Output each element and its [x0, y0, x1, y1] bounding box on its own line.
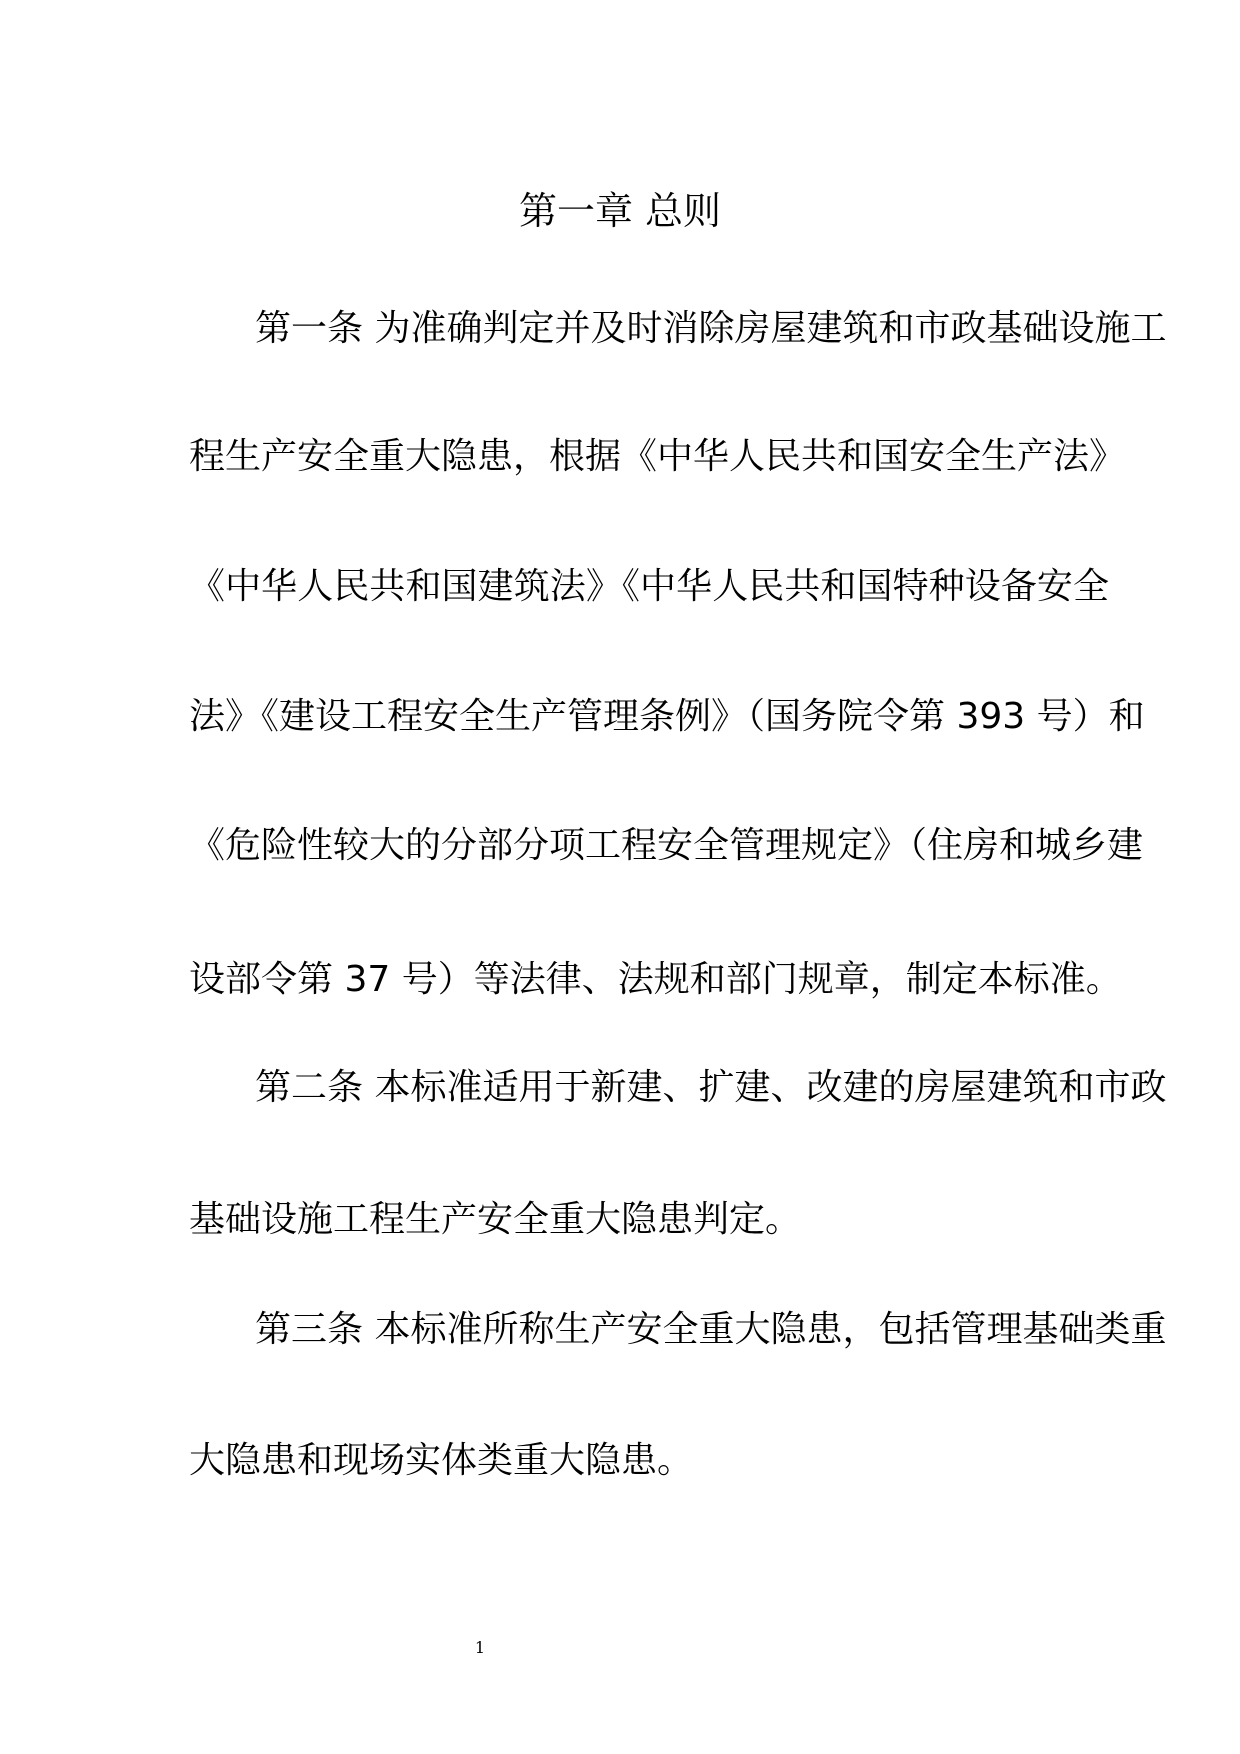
page-number: 1 [474, 1638, 486, 1657]
article-1-line: 第一条 为准确判定并及时消除房屋建筑和市政基础设施工 [255, 308, 1167, 349]
article-1-line: 《中华人民共和国建筑法》《中华人民共和国特种设备安全 [189, 566, 1109, 607]
article-2-line: 第二条 本标准适用于新建、扩建、改建的房屋建筑和市政 [255, 1067, 1167, 1108]
article-1-line: 程生产安全重大隐患，根据《中华人民共和国安全生产法》 [189, 436, 1126, 477]
chapter-title: 第一章 总则 [518, 189, 722, 233]
article-1-line: 法》《建设工程安全生产管理条例》（国务院令第 393 号）和 [189, 696, 1145, 737]
article-3-line: 第三条 本标准所称生产安全重大隐患，包括管理基础类重 [255, 1309, 1167, 1350]
article-3-line: 大隐患和现场实体类重大隐患。 [189, 1440, 694, 1481]
article-1-line: 《危险性较大的分部分项工程安全管理规定》（住房和城乡建 [189, 825, 1144, 866]
article-2-line: 基础设施工程生产安全重大隐患判定。 [189, 1199, 802, 1240]
article-1-line: 设部令第 37 号）等法律、法规和部门规章，制定本标准。 [189, 959, 1122, 1000]
